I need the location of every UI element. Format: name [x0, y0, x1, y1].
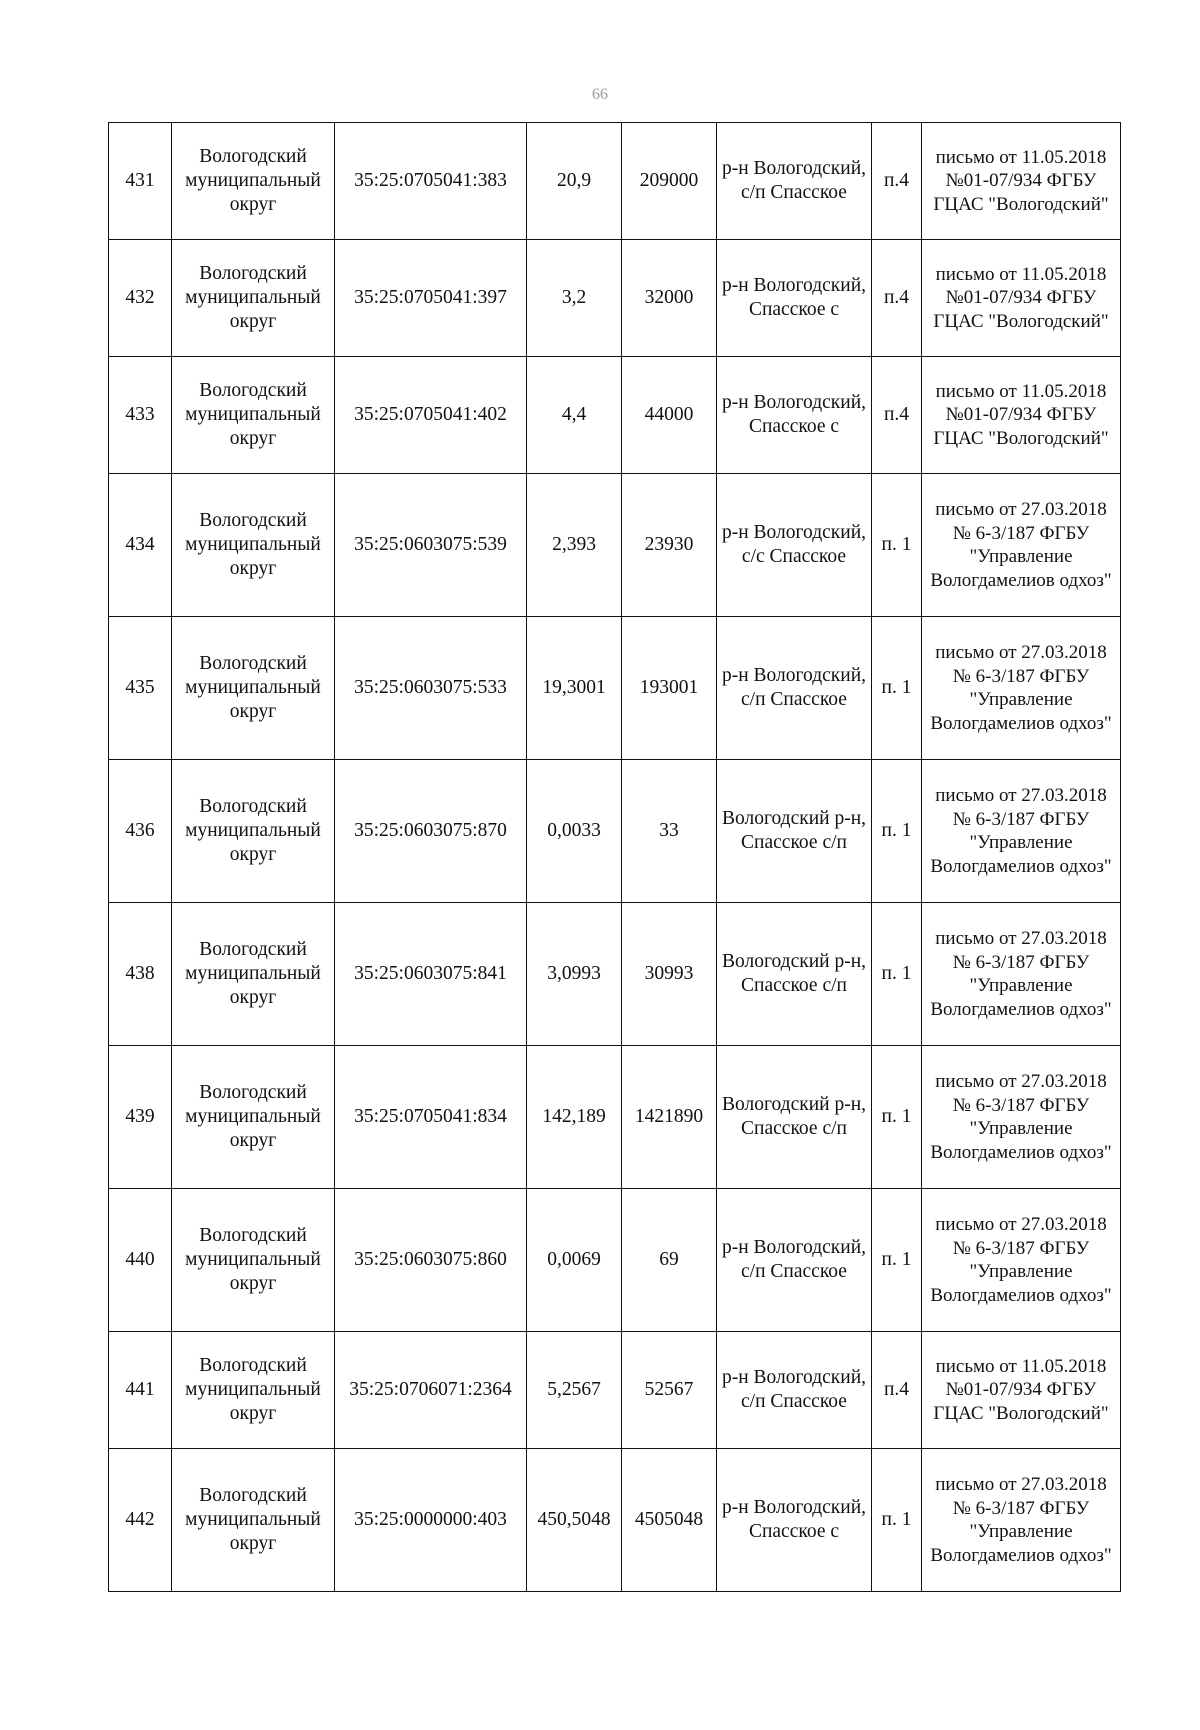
table-row	[109, 123, 1121, 240]
row-number-cell: 439	[109, 1046, 172, 1189]
clause-cell: п. 1	[872, 760, 922, 903]
location-cell: Вологодский р-н, Спасское с/п	[717, 903, 872, 1046]
document-cell: письмо от 27.03.2018 № 6-3/187 ФГБУ "Управление Вологдамелиов одхоз"	[922, 474, 1121, 617]
district-cell: Вологодский муниципальный округ	[172, 123, 335, 240]
district-cell: Вологодский муниципальный округ	[172, 357, 335, 474]
area-ha-cell: 20,9	[527, 123, 622, 240]
clause-cell: п. 1	[872, 1046, 922, 1189]
table-row	[109, 240, 1121, 357]
district-cell: Вологодский муниципальный округ	[172, 1332, 335, 1449]
document-cell: письмо от 27.03.2018 № 6-3/187 ФГБУ "Управление Вологдамелиов одхоз"	[922, 617, 1121, 760]
row-number-cell: 436	[109, 760, 172, 903]
document-cell: письмо от 11.05.2018 №01-07/934 ФГБУ ГЦАС "Вологодский"	[922, 1332, 1121, 1449]
document-cell: письмо от 11.05.2018 №01-07/934 ФГБУ ГЦАС "Вологодский"	[922, 123, 1121, 240]
clause-cell: п. 1	[872, 474, 922, 617]
document-cell: письмо от 27.03.2018 № 6-3/187 ФГБУ "Управление Вологдамелиов одхоз"	[922, 760, 1121, 903]
cadastral-number-cell: 35:25:0705041:402	[335, 357, 527, 474]
clause-cell: п. 1	[872, 1189, 922, 1332]
cadastral-number-cell: 35:25:0705041:397	[335, 240, 527, 357]
table-body	[109, 123, 1121, 1592]
location-cell: р-н Вологодский, с/п Спасское	[717, 123, 872, 240]
cadastral-number-cell: 35:25:0705041:383	[335, 123, 527, 240]
clause-cell: п. 1	[872, 1449, 922, 1592]
location-cell: р-н Вологодский, с/п Спасское	[717, 1189, 872, 1332]
district-cell: Вологодский муниципальный округ	[172, 240, 335, 357]
document-cell: письмо от 27.03.2018 № 6-3/187 ФГБУ "Управление Вологдамелиов одхоз"	[922, 1189, 1121, 1332]
cadastral-number-cell: 35:25:0000000:403	[335, 1449, 527, 1592]
area-ha-cell: 5,2567	[527, 1332, 622, 1449]
area-m2-cell: 30993	[622, 903, 717, 1046]
area-m2-cell: 4505048	[622, 1449, 717, 1592]
table-row	[109, 1189, 1121, 1332]
clause-cell: п. 1	[872, 903, 922, 1046]
land-registry-table	[108, 122, 1121, 1592]
district-cell: Вологодский муниципальный округ	[172, 760, 335, 903]
area-m2-cell: 209000	[622, 123, 717, 240]
cadastral-number-cell: 35:25:0706071:2364	[335, 1332, 527, 1449]
area-m2-cell: 193001	[622, 617, 717, 760]
location-cell: Вологодский р-н, Спасское с/п	[717, 760, 872, 903]
area-m2-cell: 23930	[622, 474, 717, 617]
location-cell: р-н Вологодский, Спасское с	[717, 357, 872, 474]
district-cell: Вологодский муниципальный округ	[172, 617, 335, 760]
cadastral-number-cell: 35:25:0603075:539	[335, 474, 527, 617]
district-cell: Вологодский муниципальный округ	[172, 1449, 335, 1592]
document-cell: письмо от 11.05.2018 №01-07/934 ФГБУ ГЦАС "Вологодский"	[922, 240, 1121, 357]
cadastral-number-cell: 35:25:0603075:841	[335, 903, 527, 1046]
area-ha-cell: 4,4	[527, 357, 622, 474]
area-ha-cell: 450,5048	[527, 1449, 622, 1592]
row-number-cell: 433	[109, 357, 172, 474]
location-cell: Вологодский р-н, Спасское с/п	[717, 1046, 872, 1189]
table-row	[109, 617, 1121, 760]
area-m2-cell: 33	[622, 760, 717, 903]
document-cell: письмо от 27.03.2018 № 6-3/187 ФГБУ "Управление Вологдамелиов одхоз"	[922, 1046, 1121, 1189]
area-m2-cell: 69	[622, 1189, 717, 1332]
document-cell: письмо от 27.03.2018 № 6-3/187 ФГБУ "Управление Вологдамелиов одхоз"	[922, 903, 1121, 1046]
row-number-cell: 432	[109, 240, 172, 357]
row-number-cell: 435	[109, 617, 172, 760]
row-number-cell: 434	[109, 474, 172, 617]
cadastral-number-cell: 35:25:0603075:533	[335, 617, 527, 760]
table-row	[109, 1046, 1121, 1189]
area-m2-cell: 1421890	[622, 1046, 717, 1189]
page-number: 66	[592, 86, 608, 103]
area-ha-cell: 0,0069	[527, 1189, 622, 1332]
document-cell: письмо от 27.03.2018 № 6-3/187 ФГБУ "Управление Вологдамелиов одхоз"	[922, 1449, 1121, 1592]
district-cell: Вологодский муниципальный округ	[172, 474, 335, 617]
area-ha-cell: 3,0993	[527, 903, 622, 1046]
location-cell: р-н Вологодский, Спасское с	[717, 240, 872, 357]
district-cell: Вологодский муниципальный округ	[172, 1189, 335, 1332]
cadastral-number-cell: 35:25:0603075:860	[335, 1189, 527, 1332]
area-ha-cell: 2,393	[527, 474, 622, 617]
location-cell: р-н Вологодский, с/п Спасское	[717, 617, 872, 760]
clause-cell: п.4	[872, 240, 922, 357]
row-number-cell: 438	[109, 903, 172, 1046]
area-m2-cell: 44000	[622, 357, 717, 474]
table-row	[109, 474, 1121, 617]
area-ha-cell: 19,3001	[527, 617, 622, 760]
row-number-cell: 431	[109, 123, 172, 240]
row-number-cell: 442	[109, 1449, 172, 1592]
location-cell: р-н Вологодский, Спасское с	[717, 1449, 872, 1592]
location-cell: р-н Вологодский, с/с Спасское	[717, 474, 872, 617]
cadastral-number-cell: 35:25:0705041:834	[335, 1046, 527, 1189]
area-m2-cell: 52567	[622, 1332, 717, 1449]
table-row	[109, 357, 1121, 474]
table-row	[109, 1332, 1121, 1449]
area-ha-cell: 0,0033	[527, 760, 622, 903]
row-number-cell: 440	[109, 1189, 172, 1332]
document-cell: письмо от 11.05.2018 №01-07/934 ФГБУ ГЦАС "Вологодский"	[922, 357, 1121, 474]
area-m2-cell: 32000	[622, 240, 717, 357]
table-row	[109, 1449, 1121, 1592]
row-number-cell: 441	[109, 1332, 172, 1449]
district-cell: Вологодский муниципальный округ	[172, 903, 335, 1046]
district-cell: Вологодский муниципальный округ	[172, 1046, 335, 1189]
clause-cell: п. 1	[872, 617, 922, 760]
area-ha-cell: 3,2	[527, 240, 622, 357]
clause-cell: п.4	[872, 1332, 922, 1449]
table-row	[109, 760, 1121, 903]
table-row	[109, 903, 1121, 1046]
clause-cell: п.4	[872, 357, 922, 474]
clause-cell: п.4	[872, 123, 922, 240]
area-ha-cell: 142,189	[527, 1046, 622, 1189]
location-cell: р-н Вологодский, с/п Спасское	[717, 1332, 872, 1449]
cadastral-number-cell: 35:25:0603075:870	[335, 760, 527, 903]
